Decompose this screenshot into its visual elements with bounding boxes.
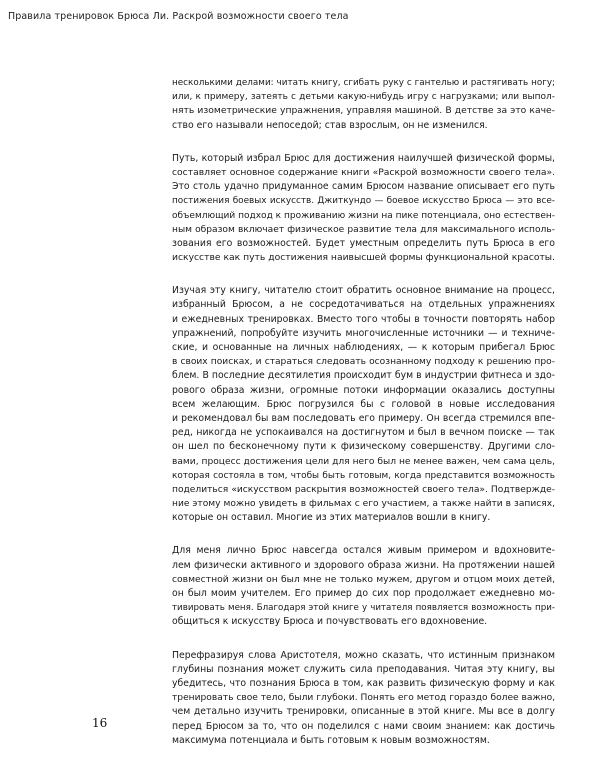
text-line: всем желающим. Брюс погрузился бы с головой в новые исследования bbox=[172, 398, 555, 410]
text-line: лем физически активного и здорового образа жизни. На протяжении нашей bbox=[172, 559, 555, 571]
text-line: общиться к искусству Брюса и почувствовать его вдохновение. bbox=[172, 616, 488, 628]
text-line: или, к примеру, затеять с детьми какую-нибудь игру с нагрузками; или выпол- bbox=[172, 92, 555, 103]
running-header: Правила тренировок Брюса Ли. Раскрой возможности своего тела bbox=[8, 11, 349, 22]
text-line: и рекомендовал бы вам последовать его примеру. Он всегда стремился впе- bbox=[172, 412, 555, 424]
text-line: Это столь удачно придуманное самим Брюсом название описывает его путь bbox=[172, 181, 555, 193]
text-line: блем. В последние десятилетия происходит бум в индустрии фитнеса и здо- bbox=[172, 370, 555, 382]
text-line: нять изометрические упражнения, управляя машиной. В детстве за это каче- bbox=[172, 105, 555, 117]
paragraph-1 bbox=[172, 76, 555, 133]
text-line: несколькими делами: читать книгу, сгибать руку с гантелью и растягивать ногу; bbox=[172, 78, 555, 88]
text-line: вами, процесс достижения цели для него был не менее важен, чем сама цель, bbox=[172, 456, 555, 467]
text-line: постижения боевых искусств. Джиткундо — боевое искусство Брюса — это все- bbox=[172, 196, 555, 207]
text-line: в своих поисках, и стараться следовать осознанному подходу к решению про- bbox=[172, 357, 555, 368]
text-line: Для меня лично Брюс навсегда остался живым примером и вдохновите- bbox=[172, 545, 555, 557]
text-line: которая состояла в том, чтобы быть готовым, когда представится возможность bbox=[172, 470, 555, 481]
text-line: он шел по бесконечному пути к физическому совершенству. Другими сло- bbox=[172, 441, 555, 453]
text-line: Перефразируя слова Аристотеля, можно сказать, что истинным признаком bbox=[172, 649, 555, 661]
text-line: ред, никогда не успокаивался на достигнутом и был в вечном поиске — так bbox=[172, 427, 555, 439]
text-line: чем детально изучить тренировки, описанные в этой книге. Мы все в долгу bbox=[172, 706, 555, 718]
text-line: зования его возможностей. Будет уместным определить путь Брюса в его bbox=[172, 237, 555, 249]
text-line: и ежедневных тренировках. Вместо того чтобы в точности повторять набор bbox=[172, 313, 555, 325]
text-line: рового образа жизни, огромные потоки информации оказались доступны bbox=[172, 384, 555, 396]
text-line: ным образом включает физическое развитие тела для максимального исполь- bbox=[172, 224, 555, 235]
text-line: глубины познания может служить сила преподавания. Читая эту книгу, вы bbox=[172, 663, 555, 675]
text-line: ство его называли непоседой; став взрослым, он не изменился. bbox=[172, 119, 488, 131]
text-line: объемлющий подход к проживанию жизни на пике потенциала, оно естествен- bbox=[172, 210, 555, 221]
paragraph-4 bbox=[172, 544, 555, 629]
text-line: ние этому можно увидеть в фильмах с его участием, а также найти в записях, bbox=[172, 499, 555, 510]
page-number: 16 bbox=[92, 716, 108, 730]
text-line: ские, и основанные на личных наблюдениях, — к которым прибегал Брюс bbox=[172, 342, 555, 353]
text-line: искусстве как путь достижения наивысшей формы функциональной красоты. bbox=[172, 252, 555, 264]
text-line: тренировать свое тело, были глубоки. Понять его метод гораздо более важно, bbox=[172, 693, 556, 704]
paragraph-3 bbox=[172, 284, 555, 525]
text-line: убедитесь, что познания Брюса в том, как развить физическую форму и как bbox=[172, 677, 555, 689]
text-line: поделиться «искусством раскрытия возможностей своего тела». Подтвержде- bbox=[172, 484, 555, 495]
body-text bbox=[172, 76, 555, 767]
text-line: избранный Брюсом, а не сосредотачиваться на отдельных упражнениях bbox=[172, 299, 555, 311]
text-line: он был моим учителем. Его пример до сих пор продолжает ежедневно мо- bbox=[172, 588, 555, 599]
text-line: Изучая эту книгу, читателю стоит обратить основное внимание на процесс, bbox=[172, 285, 555, 297]
text-line: совместной жизни он был мне не только мужем, другом и отцом моих детей, bbox=[172, 573, 555, 585]
text-line: Путь, который избрал Брюс для достижения наилучшей физической формы, bbox=[172, 152, 555, 164]
text-line: максимума потенциала и быть готовым к новым возможностям. bbox=[172, 734, 490, 746]
text-line: перед Брюсом за то, что он поделился с нами своим знанием: как достичь bbox=[172, 720, 555, 732]
paragraph-5 bbox=[172, 649, 555, 748]
text-line: тивировать меня. Благодаря этой книге у читателя появляется возможность при- bbox=[172, 603, 555, 614]
text-line: упражнений, попробуйте изучить многочисленные источники — и техниче- bbox=[172, 327, 555, 339]
text-line: которые он оставил. Многие из этих материалов вошли в книгу. bbox=[172, 512, 491, 524]
text-line: составляет основное содержание книги «Раскрой возможности своего тела». bbox=[172, 166, 555, 178]
paragraph-2 bbox=[172, 152, 555, 266]
